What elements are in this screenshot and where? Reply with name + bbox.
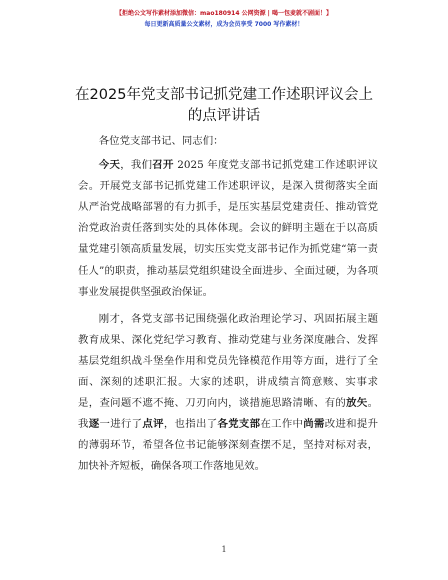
page-number: 1 [221,545,227,554]
header-banner-red: 【拒绝公文写作素材添加微信：mao180914 公网资源 | 喝一包麦就不剧面！】 [116,10,332,17]
title-line-1: 在2025年党支部书记抓党建工作述职评议会上 [75,87,373,103]
salutation: 各位党支部书记、同志们： [98,135,224,147]
document-title [40,85,408,127]
document-body [78,131,378,478]
header-banner-blue: 每日更新高质量公文素材，成为会员享受 7000 写作素材！ [144,21,304,28]
paragraph-2: 刚才，各党支部书记围绕强化政治理论学习、巩固拓展主题教育成果、深化党纪学习教育、推动党建与业务深度融合、发挥基层党组织战斗堡垒作用和党员先锋模范作用等方面，进行了全面、深刻的述职汇报。大家的述职，讲成绩言简意赅、实事求是，查问题不遮不掩、刀刃向内，谈措施思路清晰、有的放矢。我逐一进行了点评，也指出了各党支部在工作中尚需改进和提升的薄弱环节，希望各位书记能够深刻查摆不足，坚持对标对表，加快补齐短板，确保各项工作落地见效。 [78,312,379,473]
paragraph-1: 今天，我们召开 2025 年度党支部书记抓党建工作述职评议会。开展党支部书记抓党建工作述职评议，是深入贯彻落实全面从严治党战略部署的有力抓手，是压实基层党建责任、推动管党治党政治责任落到实处的具体体现。会议的鲜明主题在于以高质量党建引领高质量发展，切实压实党支部书记作为抓党建“第一责任人”的职责，推动基层党组织建设全面进步、全面过硬，为各项事业发展提供坚强政治保证。 [78,159,379,298]
p1-lead: 今天 [98,159,121,172]
title-line-2: 的点评讲话 [187,108,261,124]
